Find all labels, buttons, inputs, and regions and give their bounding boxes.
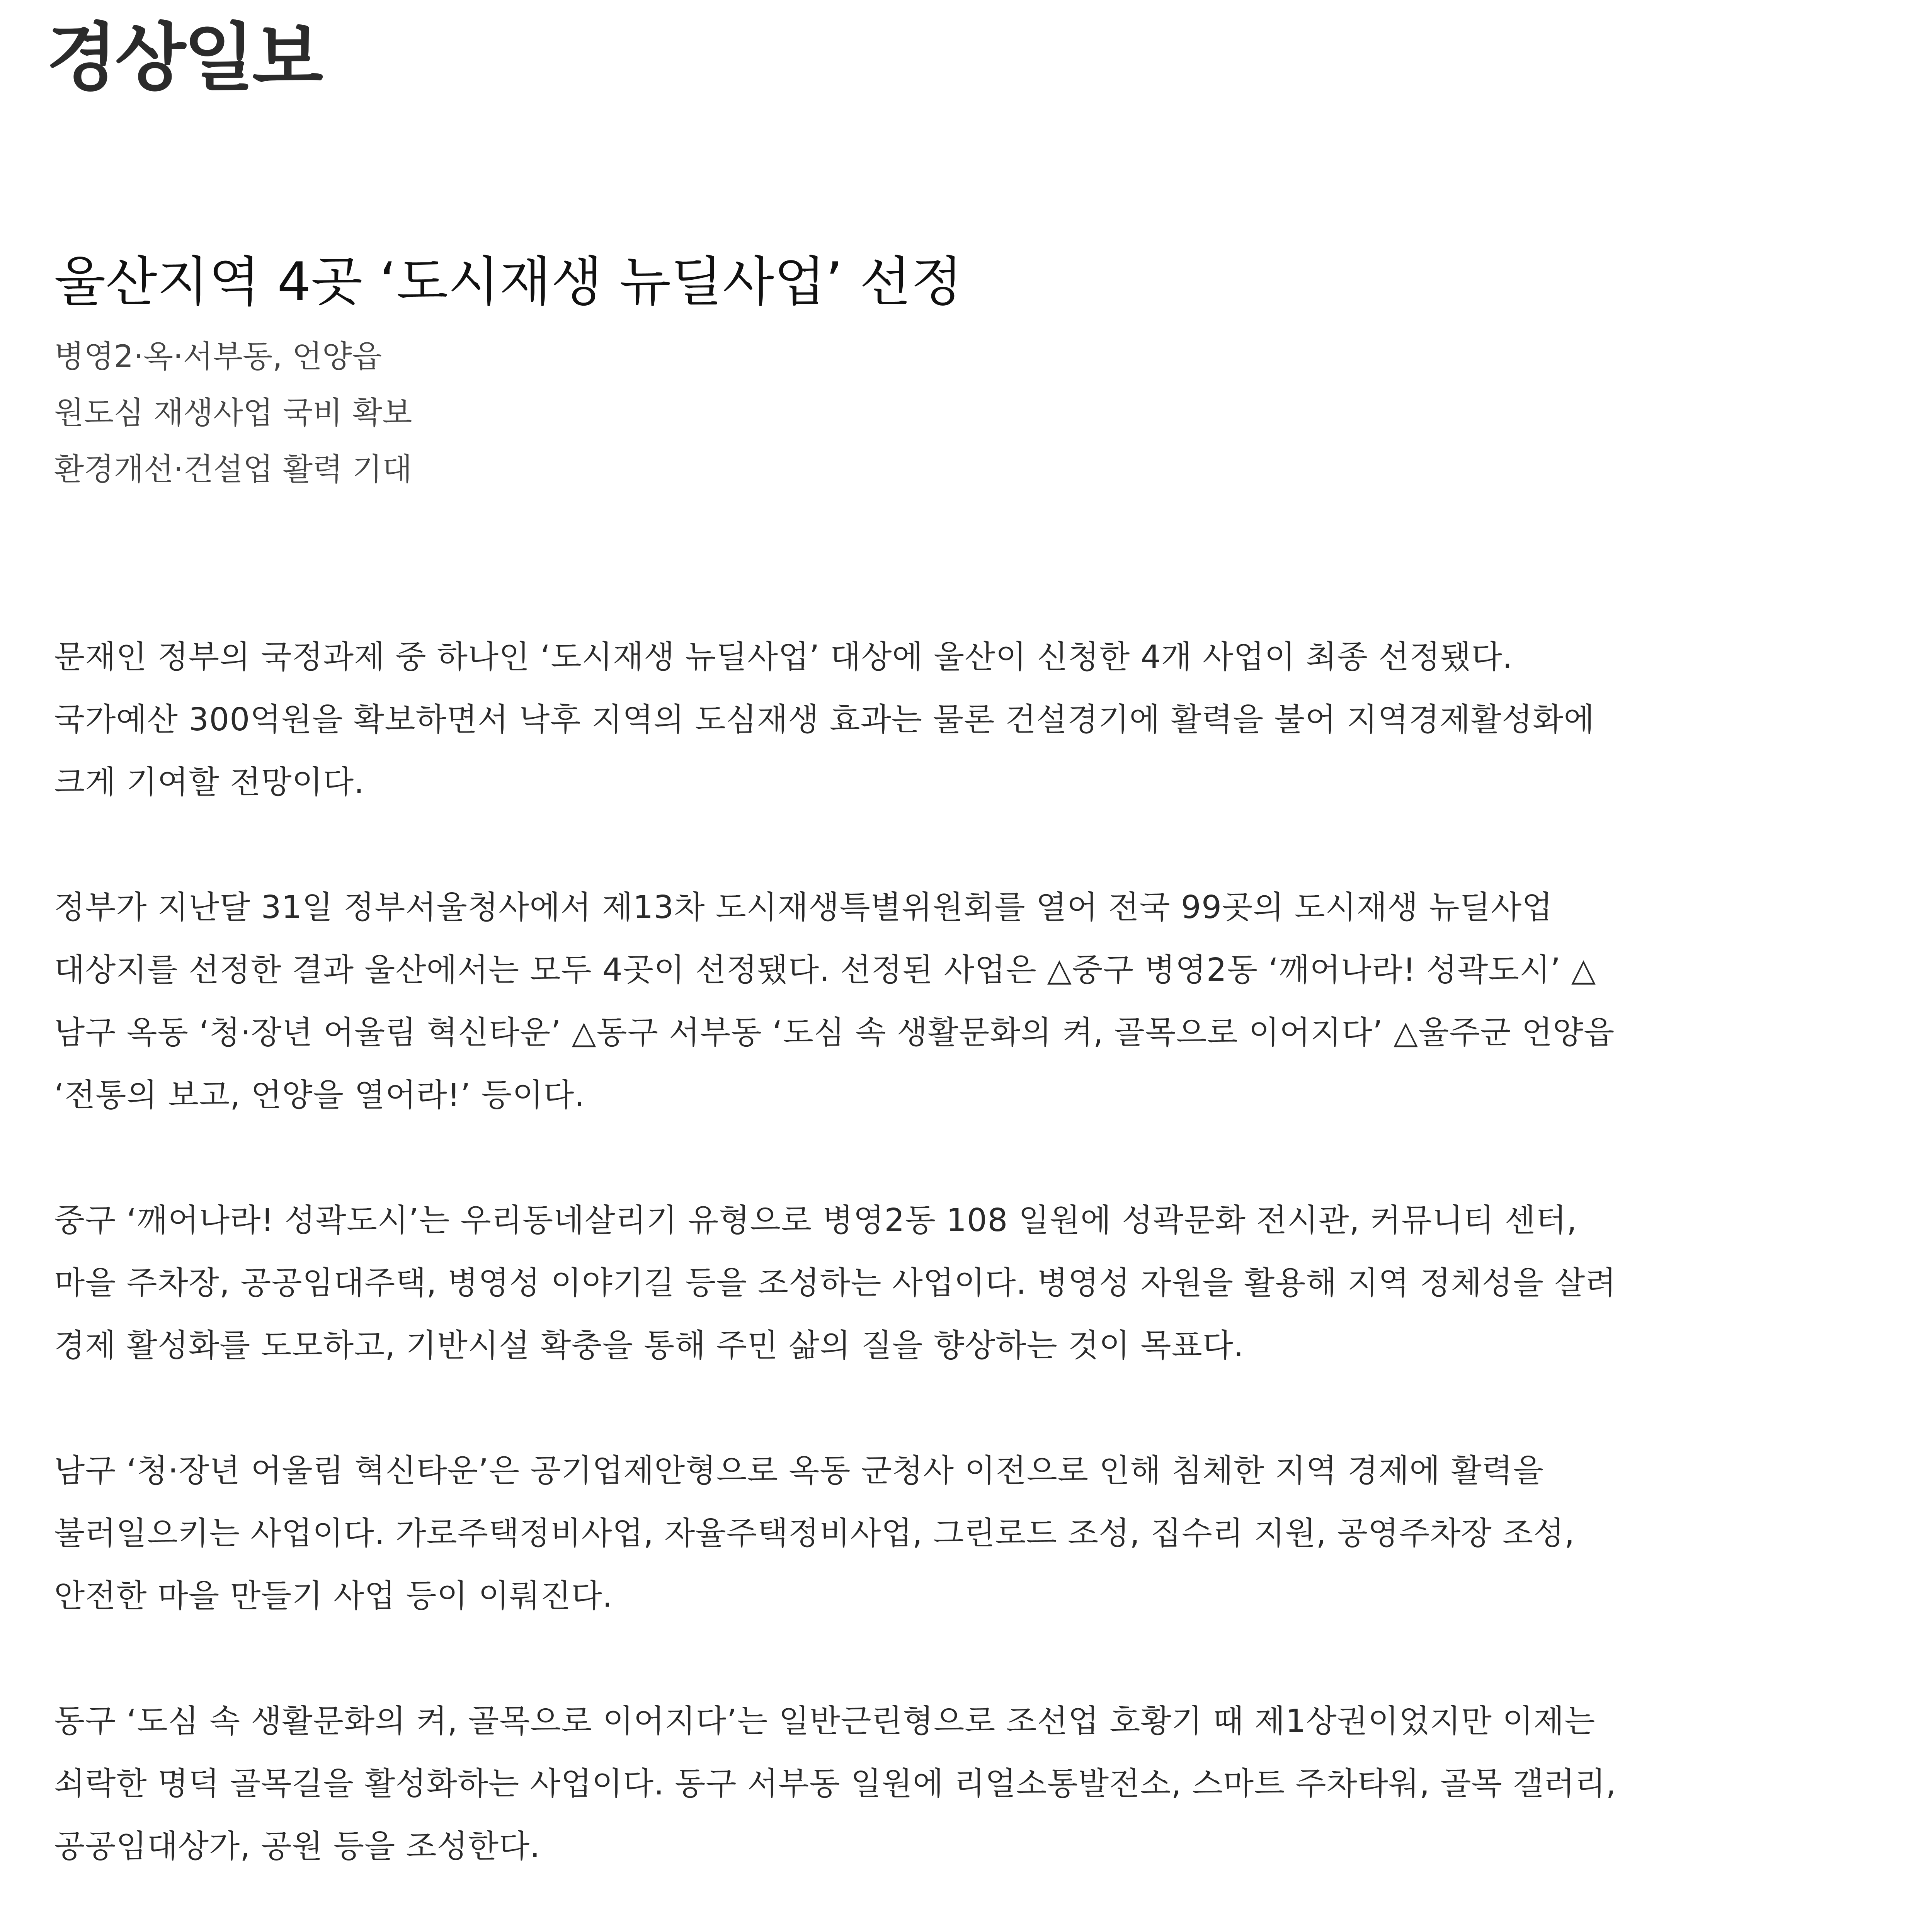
article-paragraph: 중구 ‘깨어나라! 성곽도시’는 우리동네살리기 유형으로 병영2동 108 일원에 성곽문화 전시관, 커뮤니티 센터, 마을 주차장, 공공임대주택, 병영성 이야기길 등을 조성하는 사업이다. 병영성 자원을 활용해 지역 정체성을 살려 경제 활성화를 도모하고, 기반시설 확충을 통해 주민 삶의 질을 향상하는 것이 목표다. — [54, 1202, 1617, 1364]
subheading: 원도심 재생사업 국비 확보 — [54, 395, 412, 431]
article-subheadings — [54, 328, 412, 498]
article-paragraph: 남구 ‘청·장년 어울림 혁신타운’은 공기업제안형으로 옥동 군청사 이전으로 인해 침체한 지역 경제에 활력을 불러일으키는 사업이다. 가로주택정비사업, 자율주택정비사업, 그린로드 조성, 집수리 지원, 공영주차장 조성, 안전한 마을 만들기 사업 등이 이뤄진다. — [54, 1452, 1575, 1614]
article-paragraph: 문재인 정부의 국정과제 중 하나인 ‘도시재생 뉴딜사업’ 대상에 울산이 신청한 4개 사업이 최종 선정됐다. 국가예산 300억원을 확보하면서 낙후 지역의 도심재생 효과는 물론 건설경기에 활력을 불어 지역경제활성화에 크게 기여할 전망이다. — [54, 639, 1595, 801]
article-body — [54, 626, 1619, 1932]
newspaper-logo: 경상일보 — [46, 15, 321, 100]
article-paragraph: 정부가 지난달 31일 정부서울청사에서 제13차 도시재생특별위원회를 열어 전국 99곳의 도시재생 뉴딜사업 대상지를 선정한 결과 울산에서는 모두 4곳이 선정됐다. 선정된 사업은 △중구 병영2동 ‘깨어나라! 성곽도시’ △남구 옥동 ‘청·장년 어울림 혁신타운’ △동구 서부동 ‘도심 속 생활문화의 켜, 골목으로 이어지다’ △울주군 언양읍 ‘전통의 보고, 언양을 열어라!’ 등이다. — [54, 889, 1615, 1114]
article-paragraph: 동구 ‘도심 속 생활문화의 켜, 골목으로 이어지다’는 일반근린형으로 조선업 호황기 때 제1상권이었지만 이제는 쇠락한 명덕 골목길을 활성화하는 사업이다. 동구 서부동 일원에 리얼소통발전소, 스마트 주차타워, 골목 갤러리, 공공임대상가, 공원 등을 조성한다. — [54, 1703, 1617, 1865]
article-headline: 울산지역 4곳 ‘도시재생 뉴딜사업’ 선정 — [54, 251, 963, 313]
subheading: 병영2·옥·서부동, 언양읍 — [54, 338, 382, 374]
subheading: 환경개선·건설업 활력 기대 — [54, 451, 412, 487]
